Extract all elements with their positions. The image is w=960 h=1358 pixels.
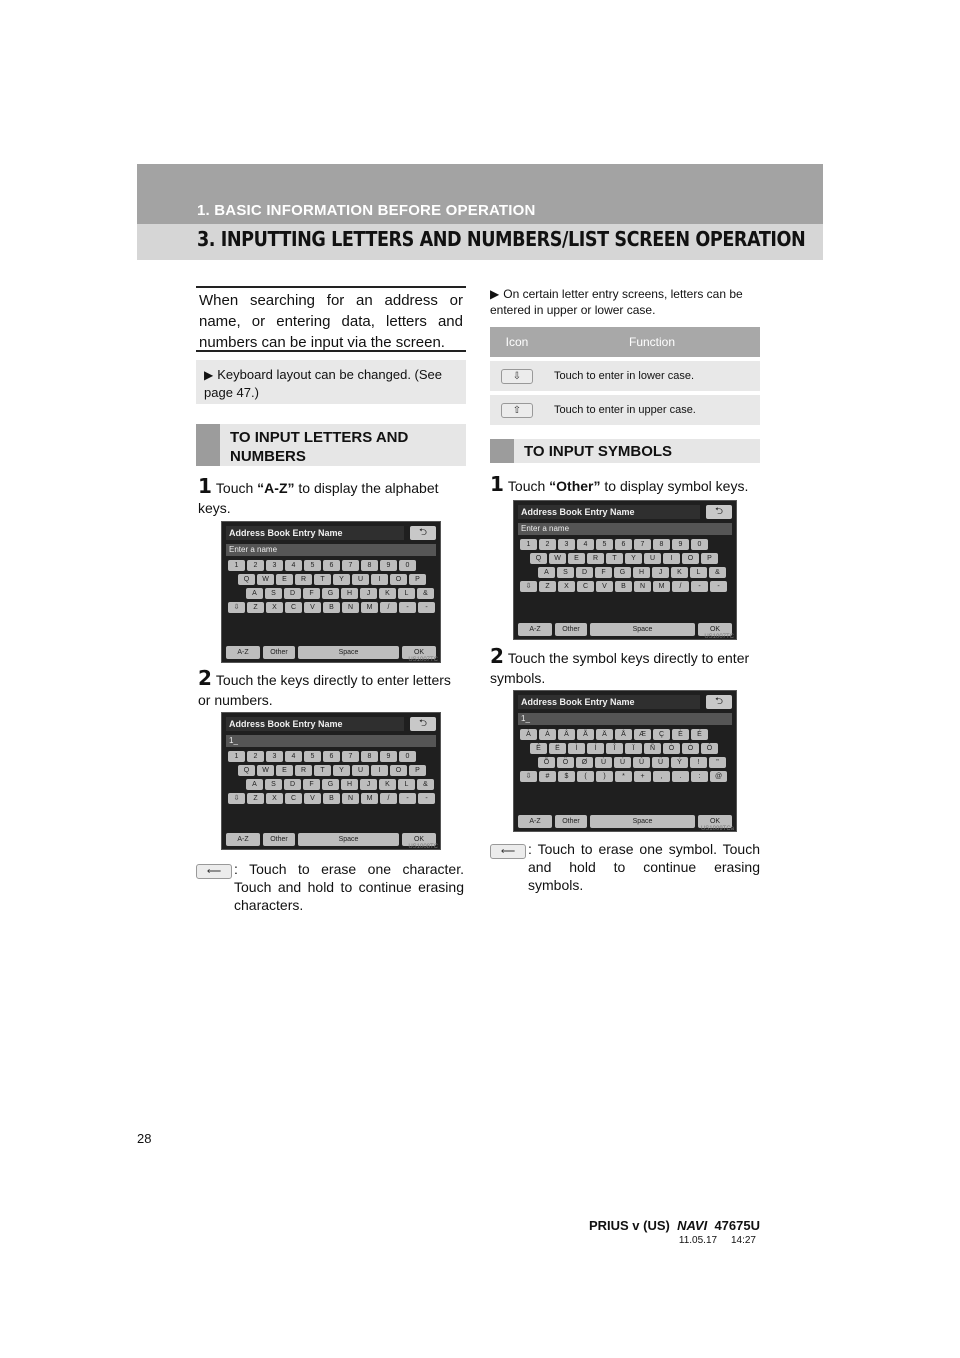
keyboard-key[interactable]: R xyxy=(587,553,604,564)
bullet-icon: ▶ xyxy=(490,287,500,301)
keyboard-key[interactable]: T xyxy=(606,553,623,564)
keyboard-key[interactable]: Î xyxy=(606,743,623,754)
backspace-icon: ⟵ xyxy=(490,844,526,859)
keyboard-key[interactable]: I xyxy=(663,553,680,564)
step-text: Touch the keys directly to enter letters or numbers. xyxy=(198,672,451,708)
keyboard-key[interactable]: 0 xyxy=(691,539,708,550)
model-code: 47675U xyxy=(714,1218,760,1233)
keyboard-key[interactable]: W xyxy=(257,574,274,585)
back-button[interactable]: ⮌ xyxy=(706,695,732,709)
section-letters-header xyxy=(196,424,466,466)
step-text: Touch xyxy=(215,480,258,496)
symbol-keyboard xyxy=(520,729,730,811)
keyboard-key[interactable]: 8 xyxy=(361,560,378,571)
keyboard-key[interactable]: Z xyxy=(539,581,556,592)
keyboard-key[interactable]: O xyxy=(390,574,407,585)
keyboard-key[interactable]: Q xyxy=(530,553,547,564)
keyboard-key[interactable]: ⇩ xyxy=(228,793,245,804)
sym-row-4 xyxy=(520,771,727,783)
footer-timestamp: 11.05.17 14:27 xyxy=(678,1235,756,1246)
keyboard-key[interactable]: Û xyxy=(633,757,650,768)
keyboard-key[interactable]: Á xyxy=(539,729,556,740)
footer-model xyxy=(560,1218,760,1233)
keyboard-note xyxy=(196,360,466,404)
key-row-1 xyxy=(520,539,708,551)
keyboard-key[interactable]: 5 xyxy=(304,751,321,762)
table-header-function: Function xyxy=(544,327,760,359)
bottom-bar xyxy=(226,833,436,846)
keyboard-key[interactable]: Ò xyxy=(663,743,680,754)
keyboard-key[interactable]: ! xyxy=(690,757,707,768)
keyboard-key[interactable]: Z xyxy=(247,602,264,613)
name-input[interactable]: Enter a name xyxy=(226,544,436,556)
section-bar xyxy=(490,439,514,463)
keyboard-key[interactable]: M xyxy=(361,793,378,804)
keyboard-key[interactable]: K xyxy=(671,567,688,578)
keyboard-key[interactable]: A xyxy=(538,567,555,578)
keyboard-key[interactable]: 7 xyxy=(342,751,359,762)
keyboard-key[interactable]: 6 xyxy=(615,539,632,550)
keyboard-key[interactable]: 8 xyxy=(653,539,670,550)
keyboard-key[interactable]: M xyxy=(653,581,670,592)
keyboard-key[interactable]: & xyxy=(417,779,434,790)
keyboard-key[interactable]: Q xyxy=(238,765,255,776)
keyboard-key[interactable]: V xyxy=(304,793,321,804)
keyboard-key[interactable]: T xyxy=(314,765,331,776)
back-button[interactable]: ⮌ xyxy=(706,505,732,519)
image-caption: US1009TCa xyxy=(700,826,734,832)
keyboard-key[interactable]: , xyxy=(653,771,670,782)
keyboard-key[interactable]: O xyxy=(682,553,699,564)
keyboard-key[interactable]: F xyxy=(595,567,612,578)
keyboard-key[interactable]: - xyxy=(399,793,416,804)
table-row xyxy=(490,359,760,393)
keyboard-key[interactable]: S xyxy=(557,567,574,578)
keyboard-key[interactable]: G xyxy=(322,588,339,599)
screenshot-symbol-keys xyxy=(513,690,737,832)
keyboard-key[interactable]: 9 xyxy=(672,539,689,550)
keyboard-key[interactable]: Ä xyxy=(596,729,613,740)
keyboard-key[interactable]: 4 xyxy=(285,751,302,762)
screenshot-other-keys xyxy=(513,500,737,640)
screen-title: Address Book Entry Name xyxy=(518,695,700,709)
keyboard-key[interactable]: J xyxy=(360,588,377,599)
table-row xyxy=(490,393,760,425)
keyboard-key[interactable]: O xyxy=(390,765,407,776)
keyboard-key[interactable]: 3 xyxy=(266,560,283,571)
ok-button[interactable]: OK xyxy=(402,646,436,659)
keyboard-key[interactable]: P xyxy=(701,553,718,564)
backspace-icon: ⟵ xyxy=(196,864,232,879)
back-button[interactable]: ⮌ xyxy=(410,526,436,540)
keyboard-key[interactable]: 5 xyxy=(596,539,613,550)
keyboard-key[interactable]: 7 xyxy=(634,539,651,550)
back-button[interactable]: ⮌ xyxy=(410,717,436,731)
page-number: 28 xyxy=(137,1131,152,1146)
keyboard-key[interactable]: J xyxy=(360,779,377,790)
keyboard-key[interactable]: - xyxy=(418,602,435,613)
keyboard-key[interactable]: Y xyxy=(333,574,350,585)
key-row-3 xyxy=(246,588,434,600)
keyboard-key[interactable]: R xyxy=(295,765,312,776)
keyboard-key[interactable]: L xyxy=(398,588,415,599)
step-2-left xyxy=(198,668,466,710)
step-number: 1 xyxy=(198,474,212,498)
keyboard-key[interactable]: E xyxy=(276,574,293,585)
keyboard-key[interactable]: P xyxy=(409,574,426,585)
case-note-text: On certain letter entry screens, letters can be entered in upper or lower case. xyxy=(490,287,743,317)
image-caption: US1007TC xyxy=(408,657,438,663)
space-button[interactable]: Space xyxy=(590,815,695,828)
keyboard-key[interactable]: P xyxy=(409,765,426,776)
ok-button[interactable]: OK xyxy=(698,623,732,636)
screen-title: Address Book Entry Name xyxy=(226,526,404,540)
bottom-bar xyxy=(518,815,732,828)
keyboard-key[interactable]: # xyxy=(539,771,556,782)
keyboard-key[interactable]: H xyxy=(341,779,358,790)
keyboard-key[interactable]: G xyxy=(614,567,631,578)
keyboard xyxy=(520,539,730,619)
keyboard-key[interactable]: 1 xyxy=(520,539,537,550)
keyboard-key[interactable]: 3 xyxy=(558,539,575,550)
keyboard-key[interactable]: S xyxy=(265,779,282,790)
keyboard-key[interactable]: Y xyxy=(625,553,642,564)
keyboard-key[interactable]: N xyxy=(634,581,651,592)
space-button[interactable]: Space xyxy=(298,646,399,659)
keyboard-key[interactable]: * xyxy=(615,771,632,782)
keyboard xyxy=(228,751,434,829)
chapter-title: 1. BASIC INFORMATION BEFORE OPERATION xyxy=(197,202,536,219)
keyboard-key[interactable]: N xyxy=(342,793,359,804)
keyboard-key[interactable]: 6 xyxy=(323,560,340,571)
keyboard-key[interactable]: ⇩ xyxy=(228,602,245,613)
keyboard-key[interactable]: K xyxy=(379,779,396,790)
keyboard-key[interactable]: E xyxy=(276,765,293,776)
keyboard-key[interactable]: ) xyxy=(596,771,613,782)
keyboard-key[interactable]: T xyxy=(314,574,331,585)
keyboard-key[interactable]: / xyxy=(380,793,397,804)
section-letters-title: TO INPUT LETTERS AND NUMBERS xyxy=(230,429,409,465)
keyboard-key[interactable]: G xyxy=(322,779,339,790)
keyboard-key[interactable]: Ý xyxy=(671,757,688,768)
keyboard-key[interactable]: Ç xyxy=(653,729,670,740)
keyboard-key[interactable]: Ê xyxy=(530,743,547,754)
az-button[interactable]: A-Z xyxy=(226,833,260,846)
keyboard-key[interactable]: Ï xyxy=(625,743,642,754)
keyboard-key[interactable]: S xyxy=(265,588,282,599)
keyboard-key[interactable]: 3 xyxy=(266,751,283,762)
image-caption: US1008TC xyxy=(408,844,438,850)
keyboard-key[interactable]: E xyxy=(568,553,585,564)
keyboard-key[interactable]: Z xyxy=(247,793,264,804)
other-button[interactable]: Other xyxy=(555,815,587,828)
keyboard-key[interactable]: Ó xyxy=(682,743,699,754)
other-button[interactable]: Other xyxy=(263,646,295,659)
step-1-right xyxy=(490,474,760,496)
screenshot-typed-keys xyxy=(221,712,441,850)
keyboard-key[interactable]: 2 xyxy=(539,539,556,550)
key-row-3 xyxy=(538,567,726,579)
shift-down-icon: ⇩ xyxy=(501,369,533,384)
keyboard-key[interactable]: U xyxy=(352,765,369,776)
key-name: “A-Z” xyxy=(257,480,295,496)
key-row-4 xyxy=(228,602,435,614)
keyboard-key[interactable]: + xyxy=(634,771,651,782)
keyboard-key[interactable]: & xyxy=(417,588,434,599)
keyboard-key[interactable]: ( xyxy=(577,771,594,782)
keyboard-key[interactable]: C xyxy=(285,602,302,613)
key-row-3 xyxy=(246,779,434,791)
keyboard-key[interactable]: D xyxy=(284,779,301,790)
keyboard-key[interactable]: V xyxy=(596,581,613,592)
keyboard-key[interactable]: 1 xyxy=(228,751,245,762)
bottom-bar xyxy=(518,623,732,636)
az-button[interactable]: A-Z xyxy=(518,815,552,828)
table-cell-function: Touch to enter in lower case. xyxy=(544,359,760,393)
keyboard-key[interactable]: È xyxy=(672,729,689,740)
step-text: to display the alphabet keys. xyxy=(198,480,439,516)
keyboard-key[interactable]: K xyxy=(379,588,396,599)
key-name: “Other” xyxy=(549,478,601,494)
ok-button[interactable]: OK xyxy=(698,815,732,828)
step-text: to display symbol keys. xyxy=(600,478,749,494)
sym-row-3 xyxy=(538,757,726,769)
section-symbols-header xyxy=(490,439,760,463)
keyboard-key[interactable]: 4 xyxy=(577,539,594,550)
shift-up-icon: ⇧ xyxy=(501,403,533,418)
keyboard-key[interactable]: 9 xyxy=(380,751,397,762)
keyboard-key[interactable]: M xyxy=(361,602,378,613)
keyboard-key[interactable]: L xyxy=(398,779,415,790)
key-row-1 xyxy=(228,751,416,763)
keyboard-key[interactable]: À xyxy=(520,729,537,740)
keyboard-key[interactable]: W xyxy=(257,765,274,776)
other-button[interactable]: Other xyxy=(555,623,587,636)
screen-title: Address Book Entry Name xyxy=(518,505,700,519)
step-number: 1 xyxy=(490,472,504,496)
step-text: Touch the symbol keys directly to enter symbols. xyxy=(490,650,750,686)
keyboard-key[interactable]: H xyxy=(341,588,358,599)
keyboard-key[interactable]: X xyxy=(558,581,575,592)
section-header xyxy=(137,224,823,260)
case-note xyxy=(490,286,760,318)
keyboard-key[interactable]: Ë xyxy=(549,743,566,754)
keyboard-key[interactable]: Í xyxy=(587,743,604,754)
keyboard-key[interactable]: $ xyxy=(558,771,575,782)
keyboard xyxy=(228,560,434,642)
step-number: 2 xyxy=(198,666,212,690)
image-caption: US1007TC xyxy=(704,634,734,640)
key-row-4 xyxy=(520,581,727,593)
keyboard-key[interactable]: " xyxy=(709,757,726,768)
keyboard-key[interactable]: 7 xyxy=(342,560,359,571)
keyboard-key[interactable]: J xyxy=(652,567,669,578)
keyboard-key[interactable]: Y xyxy=(333,765,350,776)
keyboard-key[interactable]: B xyxy=(323,793,340,804)
name-input[interactable]: 1_ xyxy=(226,735,436,747)
sym-row-2 xyxy=(530,743,718,755)
space-button[interactable]: Space xyxy=(590,623,695,636)
other-button[interactable]: Other xyxy=(263,833,295,846)
keyboard-key[interactable]: Ú xyxy=(614,757,631,768)
az-button[interactable]: A-Z xyxy=(518,623,552,636)
screenshot-alphabet-keys xyxy=(221,521,441,663)
keyboard-key[interactable]: R xyxy=(295,574,312,585)
name-input[interactable]: Enter a name xyxy=(518,523,732,535)
table-header-icon: Icon xyxy=(490,327,544,359)
erase-character-text: : Touch to erase one character. Touch and hold to continue erasing characters. xyxy=(234,861,464,913)
keyboard-key[interactable]: & xyxy=(709,567,726,578)
keyboard-key[interactable]: B xyxy=(615,581,632,592)
keyboard-key[interactable]: Ù xyxy=(595,757,612,768)
keyboard-key[interactable]: ⇩ xyxy=(520,771,537,782)
keyboard-key[interactable]: 4 xyxy=(285,560,302,571)
keyboard-key[interactable]: É xyxy=(691,729,708,740)
keyboard-key[interactable]: F xyxy=(303,588,320,599)
navi-label: NAVI xyxy=(677,1218,708,1233)
keyboard-key[interactable]: Ã xyxy=(577,729,594,740)
section-title: 3. INPUTTING LETTERS AND NUMBERS/LIST SCREEN OPERATION xyxy=(197,227,806,251)
step-2-right xyxy=(490,646,760,688)
keyboard-key[interactable]: 5 xyxy=(304,560,321,571)
space-button[interactable]: Space xyxy=(298,833,399,846)
key-row-2 xyxy=(238,574,426,586)
keyboard-key[interactable]: A xyxy=(246,779,263,790)
keyboard-key[interactable]: D xyxy=(576,567,593,578)
keyboard-key[interactable]: Å xyxy=(615,729,632,740)
erase-character-definition xyxy=(196,860,466,913)
key-row-2 xyxy=(238,765,426,777)
keyboard-key[interactable]: V xyxy=(304,602,321,613)
keyboard-key[interactable]: U xyxy=(352,574,369,585)
keyboard-key[interactable]: - xyxy=(399,602,416,613)
az-button[interactable]: A-Z xyxy=(226,646,260,659)
keyboard-key[interactable]: L xyxy=(690,567,707,578)
keyboard-key[interactable]: B xyxy=(323,602,340,613)
keyboard-note-text: Keyboard layout can be changed. (See page 47.) xyxy=(204,367,443,400)
keyboard-key[interactable]: 1 xyxy=(228,560,245,571)
keyboard-key[interactable]: I xyxy=(371,574,388,585)
section-bar xyxy=(196,424,220,466)
step-text: Touch xyxy=(507,478,550,494)
intro-text: When searching for an address or name, or entering data, letters and numbers can be input via the screen. xyxy=(199,292,463,351)
screen-title: Address Book Entry Name xyxy=(226,717,404,731)
keyboard-key[interactable]: Õ xyxy=(538,757,555,768)
keyboard-key[interactable]: 0 xyxy=(399,751,416,762)
step-number: 2 xyxy=(490,644,504,668)
keyboard-key[interactable]: F xyxy=(303,779,320,790)
keyboard-key[interactable]: U xyxy=(644,553,661,564)
chapter-header xyxy=(137,164,823,224)
model-name: PRIUS v (US) xyxy=(588,1218,670,1233)
keyboard-key[interactable]: 8 xyxy=(361,751,378,762)
keyboard-key[interactable]: A xyxy=(246,588,263,599)
keyboard-key[interactable]: X xyxy=(266,602,283,613)
keyboard-key[interactable]: Ö xyxy=(557,757,574,768)
keyboard-key[interactable]: - xyxy=(418,793,435,804)
keyboard-key[interactable]: Ô xyxy=(701,743,718,754)
keyboard-key[interactable]: 6 xyxy=(323,751,340,762)
keyboard-key[interactable]: C xyxy=(577,581,594,592)
keyboard-key[interactable]: H xyxy=(633,567,650,578)
section-symbols-title: TO INPUT SYMBOLS xyxy=(524,443,673,460)
keyboard-key[interactable]: W xyxy=(549,553,566,564)
keyboard-key[interactable]: 2 xyxy=(247,751,264,762)
intro-box xyxy=(196,286,466,352)
keyboard-key[interactable]: @ xyxy=(710,771,727,782)
keyboard-key[interactable]: . xyxy=(672,771,689,782)
keyboard-key[interactable]: - xyxy=(710,581,727,592)
keyboard-key[interactable]: 2 xyxy=(247,560,264,571)
sym-row-1 xyxy=(520,729,708,741)
keyboard-key[interactable]: 9 xyxy=(380,560,397,571)
keyboard-key[interactable]: Q xyxy=(238,574,255,585)
keyboard-key[interactable]: C xyxy=(285,793,302,804)
bottom-bar xyxy=(226,646,436,659)
keyboard-key[interactable]: / xyxy=(380,602,397,613)
key-row-1 xyxy=(228,560,416,572)
icon-function-table xyxy=(490,327,760,425)
keyboard-key[interactable]: Â xyxy=(558,729,575,740)
erase-symbol-text: : Touch to erase one symbol. Touch and hold to continue erasing symbols. xyxy=(528,841,760,893)
keyboard-key[interactable]: 0 xyxy=(399,560,416,571)
ok-button[interactable]: OK xyxy=(402,833,436,846)
keyboard-key[interactable]: ⇩ xyxy=(520,581,537,592)
keyboard-key[interactable]: I xyxy=(371,765,388,776)
table-cell-function: Touch to enter in upper case. xyxy=(544,393,760,425)
keyboard-key[interactable]: Ü xyxy=(652,757,669,768)
key-row-2 xyxy=(530,553,718,565)
keyboard-key[interactable]: Ø xyxy=(576,757,593,768)
keyboard-key[interactable]: - xyxy=(691,581,708,592)
keyboard-key[interactable]: Ì xyxy=(568,743,585,754)
name-input[interactable]: 1_ xyxy=(518,713,732,725)
keyboard-key[interactable]: X xyxy=(266,793,283,804)
keyboard-key[interactable]: D xyxy=(284,588,301,599)
key-row-4 xyxy=(228,793,435,805)
bullet-icon: ▶ xyxy=(204,368,214,382)
keyboard-key[interactable]: Ñ xyxy=(644,743,661,754)
erase-symbol-definition xyxy=(490,840,760,893)
step-1-left xyxy=(198,476,466,518)
keyboard-key[interactable]: / xyxy=(672,581,689,592)
keyboard-key[interactable]: Æ xyxy=(634,729,651,740)
keyboard-key[interactable]: : xyxy=(691,771,708,782)
keyboard-key[interactable]: N xyxy=(342,602,359,613)
